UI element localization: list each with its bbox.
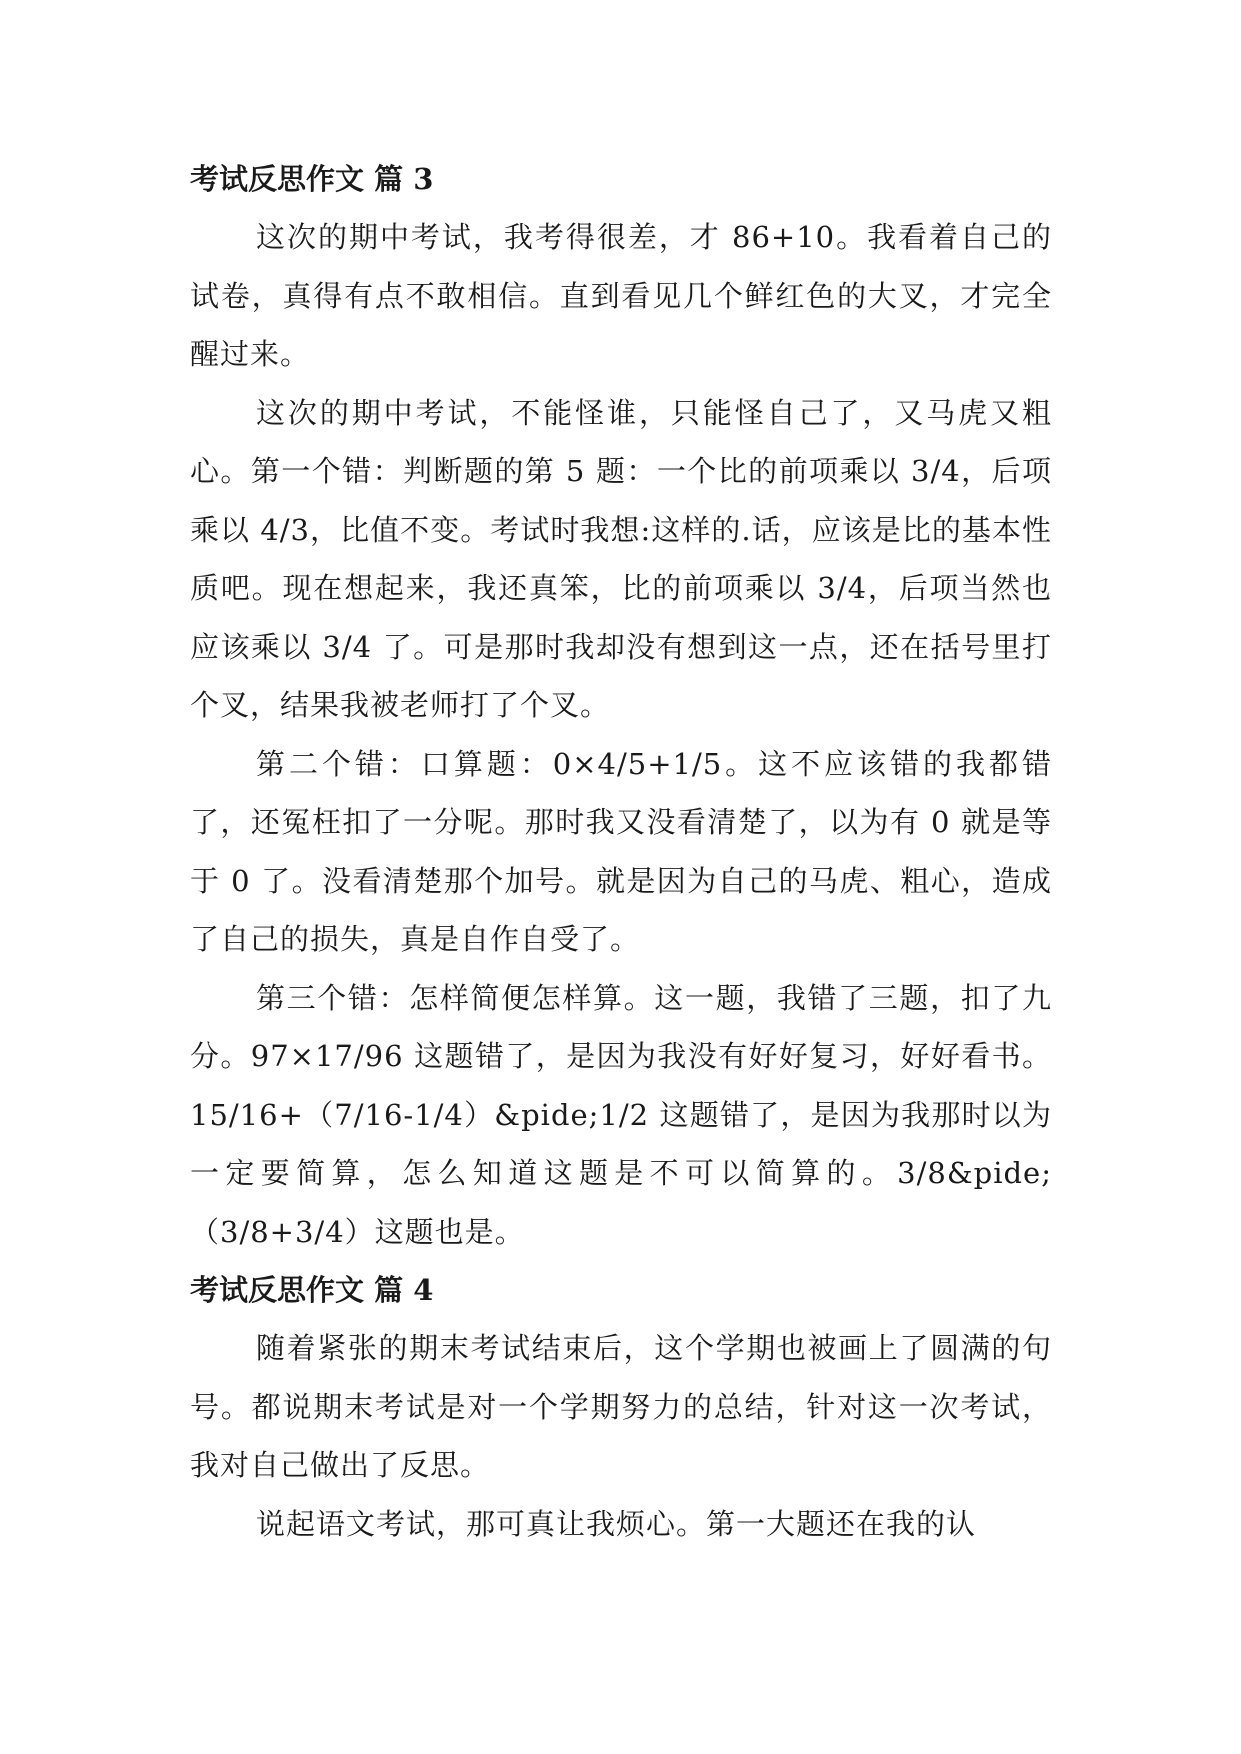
section-heading: 考试反思作文 篇 3 bbox=[190, 162, 434, 196]
paragraph: 第三个错：怎样简便怎样算。这一题，我错了三题，扣了九分。97×17/96 这题错了，是因为我没有好好复习，好好看书。15/16+（7/16-1/4）&pide;1/2 这题错了，是因为我那时以为一定要简算，怎么知道这题是不可以简算的。3/8&pide;（3/8+3/4）这题也是。 bbox=[190, 980, 1052, 1249]
paragraph: 说起语文考试，那可真让我烦心。第一大题还在我的认 bbox=[256, 1506, 977, 1541]
paragraph: 这次的期中考试，我考得很差，才 86+10。我看着自己的试卷，真得有点不敢相信。直到看见几个鲜红色的大叉，才完全醒过来。 bbox=[190, 220, 1052, 371]
paragraph: 第二个错：口算题：0×4/5+1/5。这不应该错的我都错了，还冤枉扣了一分呢。那时我又没看清楚了，以为有 0 就是等于 0 了。没看清楚那个加号。就是因为自己的马虎、粗心，造成了自己的损失，真是自作自受了。 bbox=[190, 746, 1052, 956]
section-heading: 考试反思作文 篇 4 bbox=[190, 1273, 434, 1307]
paragraph: 这次的期中考试，不能怪谁，只能怪自己了，又马虎又粗心。第一个错：判断题的第 5 题：一个比的前项乘以 3/4，后项乘以 4/3，比值不变。考试时我想:这样的.话，应该是比的基本性质吧。现在想起来，我还真笨，比的前项乘以 3/4，后项当然也应该乘以 3/4 了。可是那时我却没有想到这一点，还在括号里打个叉，结果我被老师打了个叉。 bbox=[190, 395, 1052, 722]
essay-section-4 bbox=[190, 1261, 1052, 1553]
paragraph: 随着紧张的期末考试结束后，这个学期也被画上了圆满的句号。都说期末考试是对一个学期努力的总结，针对这一次考试，我对自己做出了反思。 bbox=[190, 1331, 1052, 1482]
document-page bbox=[190, 150, 1052, 1553]
essay-section-3 bbox=[190, 150, 1052, 1261]
